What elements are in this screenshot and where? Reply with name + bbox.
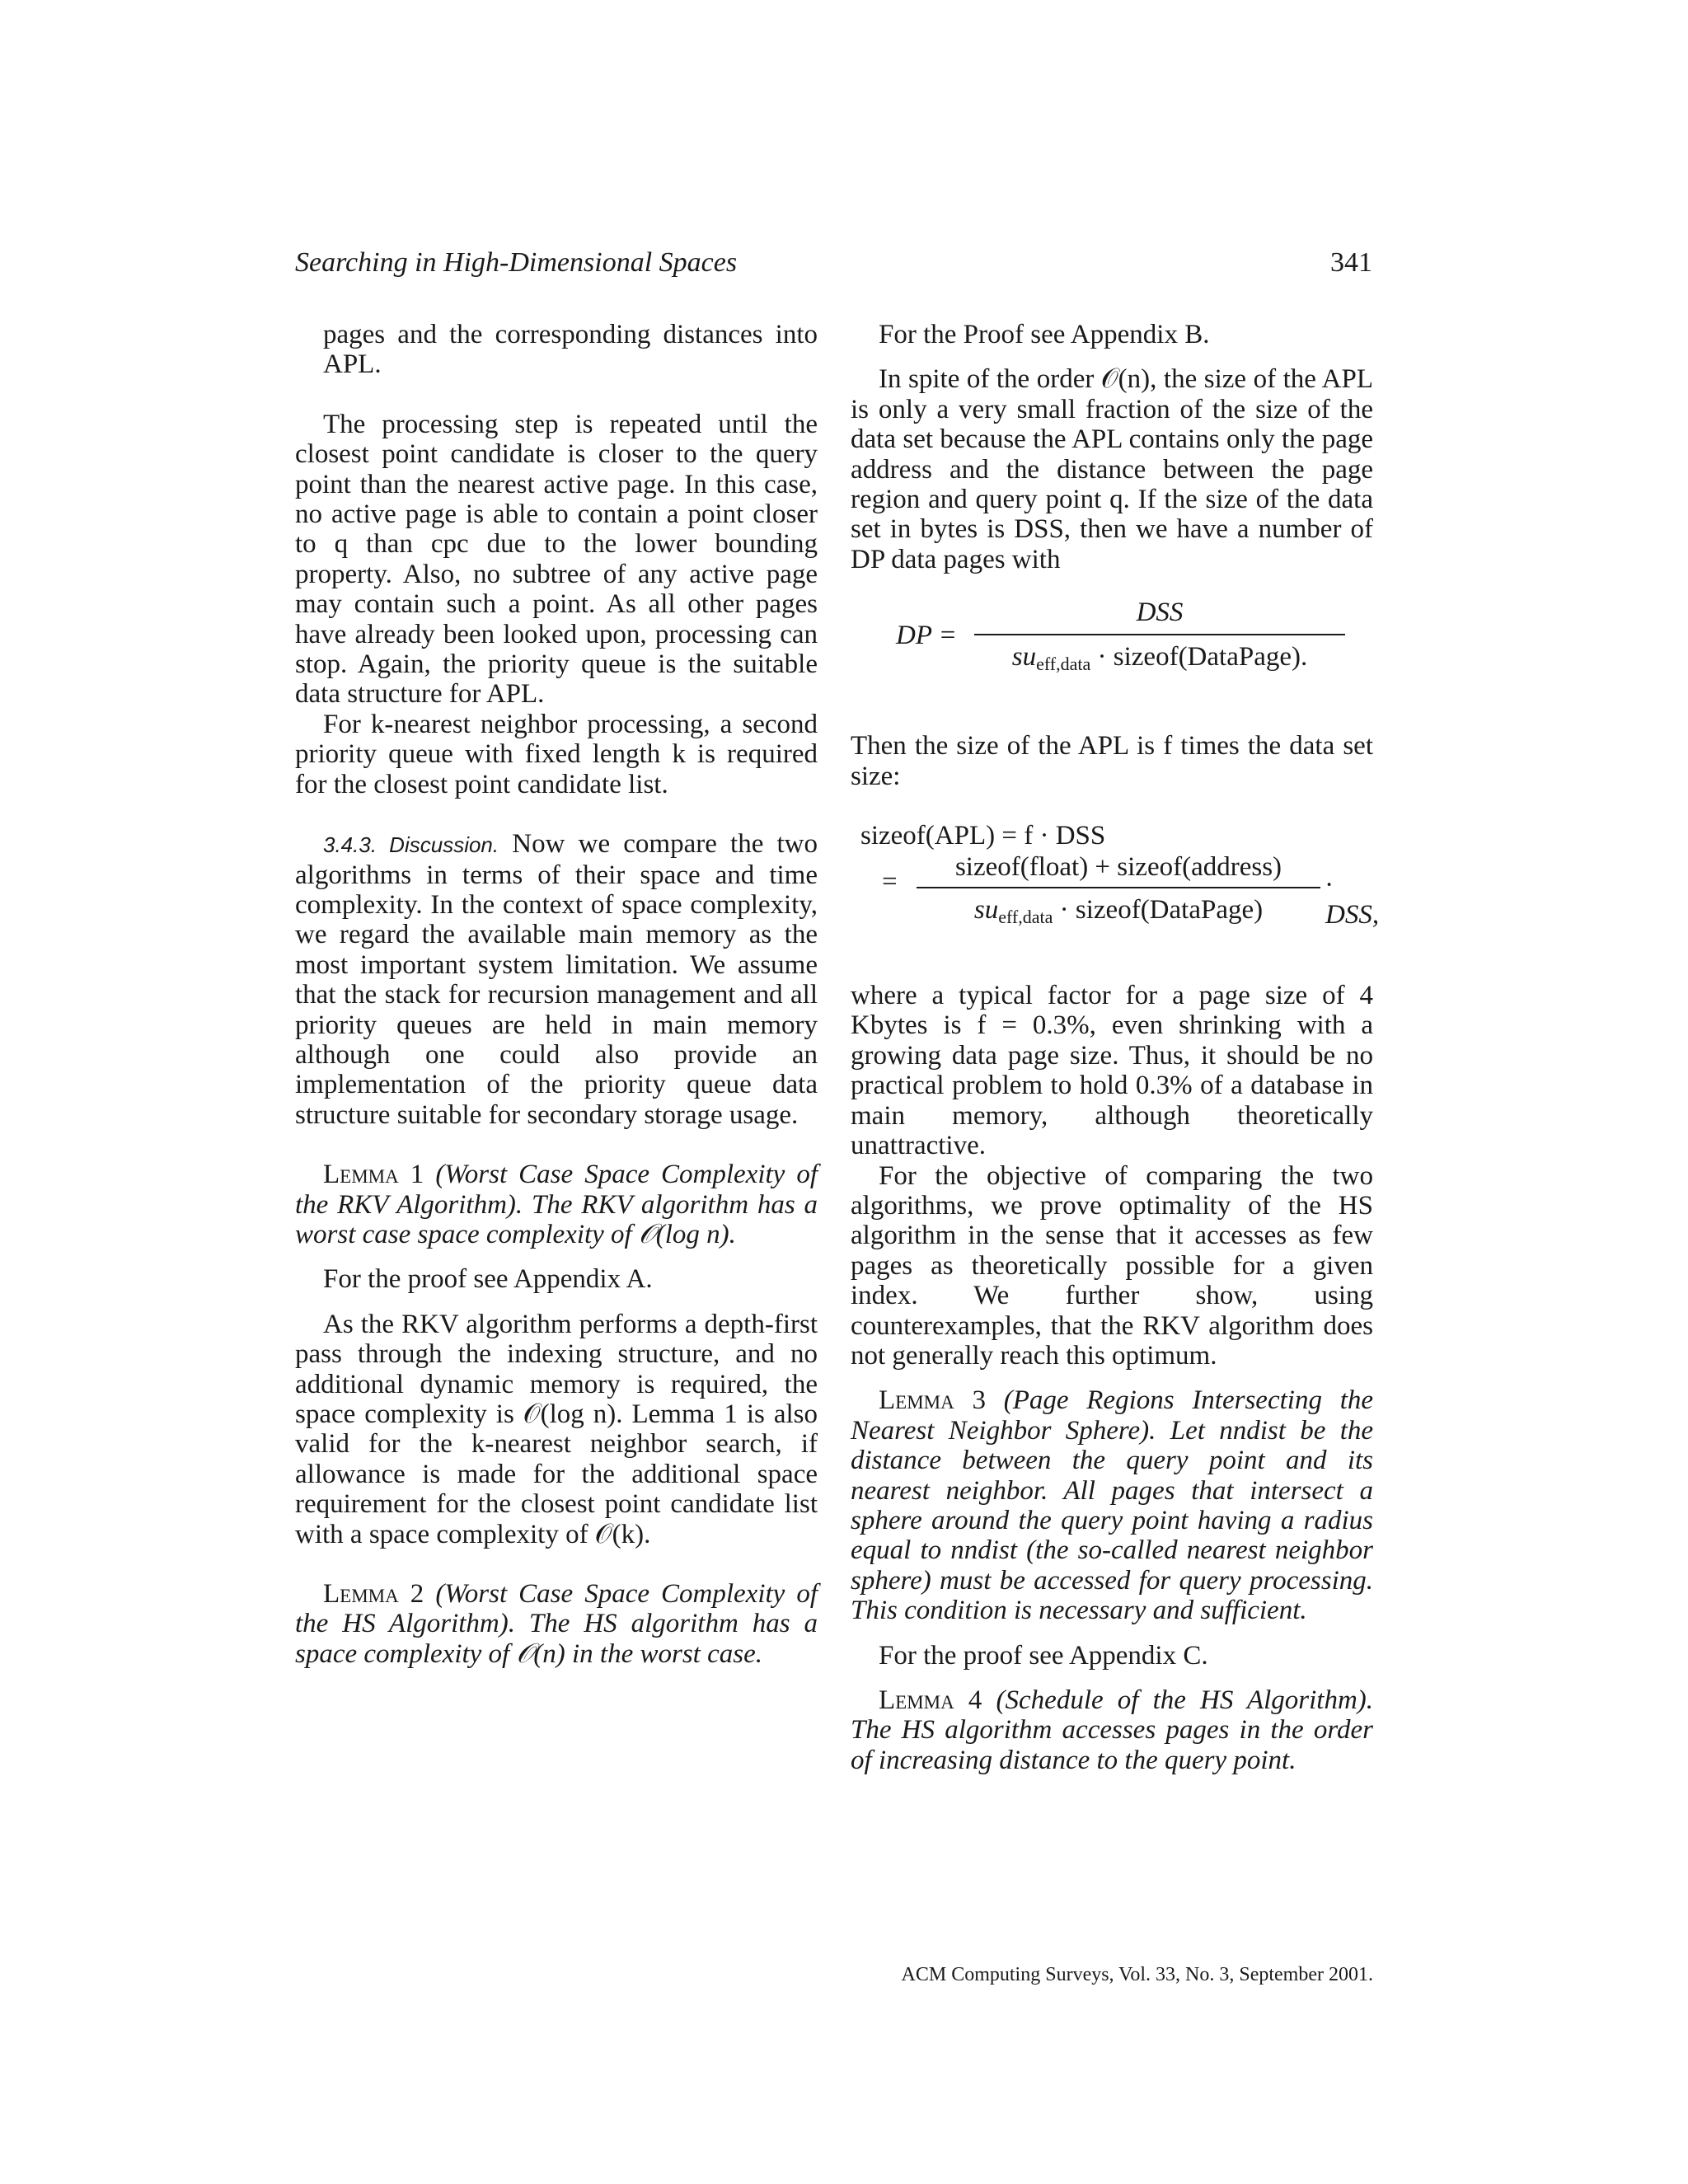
- fraction-bar: [974, 634, 1345, 635]
- lemma-body: The RKV algorithm has a worst case space complexity of 𝒪(log n).: [295, 1189, 818, 1249]
- lemma-3: [851, 1385, 1373, 1625]
- fraction-numerator: DSS: [1136, 598, 1184, 628]
- lemma-label: Lemma 2: [323, 1579, 424, 1610]
- lemma-title: (Worst Case Space Complexity of the HS Algorithm).: [295, 1579, 818, 1639]
- left-column: [295, 320, 818, 1669]
- lemma-label: Lemma 3: [879, 1385, 986, 1416]
- lemma-label: Lemma 4: [879, 1685, 982, 1715]
- lemma-title: (Worst Case Space Complexity of the RKV Algorithm).: [295, 1160, 818, 1220]
- paragraph: In spite of the order 𝒪(n), the size of the APL is only a very small fraction of the size of the data set because the APL contains only the page address and the distance between the page region and query point q. If the size of the data set in bytes is DSS, then we have a number of DP data pages with: [851, 364, 1373, 574]
- lemma-body: The HS algorithm accesses pages in the order of increasing distance to the query point.: [851, 1715, 1373, 1775]
- lemma-body: Let nndist be the distance between the query point and its nearest neighbor. All pages that intersect a sphere around the query point having a radius equal to nndist (the so-called nearest neighbor sphere) must be accessed for query processing. This condition is necessary and sufficient.: [851, 1415, 1374, 1626]
- fraction-numerator: sizeof(float) + sizeof(address): [954, 852, 1282, 883]
- paragraph: As the RKV algorithm performs a depth-first pass through the indexing structure, and no additional dynamic memory is required, the space complexity is 𝒪(log n). Lemma 1 is also valid for the k-nearest neighbor search, if allowance is made for the additional space requirement for the closest point candidate list with a space complexity of 𝒪(k).: [295, 1309, 818, 1549]
- section-heading: 3.4.3. Discussion.: [323, 832, 499, 858]
- paragraph: where a typical factor for a page size of 4 Kbytes is f = 0.3%, even shrinking with a growing data page size. Thus, it should be no practical problem to hold 0.3% of a database in main memory, although theoretically unattractive.: [851, 981, 1373, 1161]
- paragraph: For k-nearest neighbor processing, a second priority queue with fixed length k is required for the closest point candidate list.: [295, 709, 818, 799]
- fraction-denominator: sueff,data · sizeof(DataPage): [973, 895, 1264, 928]
- paragraph: For the proof see Appendix C.: [879, 1640, 1208, 1671]
- paragraph: For the objective of comparing the two algorithms, we prove optimality of the HS algorithm in the sense that it accesses as few pages as theoretically possible for a given index. We further show, using counterexamples, that the RKV algorithm does not generally reach this optimum.: [851, 1160, 1373, 1371]
- lemma-title: (Schedule of the HS Algorithm).: [996, 1685, 1374, 1715]
- equation-tail: · DSS,: [1325, 870, 1380, 930]
- footer-citation: ACM Computing Surveys, Vol. 33, No. 3, September 2001.: [901, 1964, 1373, 1985]
- discussion-paragraph: [295, 829, 818, 1130]
- equation-dp: [851, 598, 1373, 695]
- paragraph: For the proof see Appendix A.: [323, 1264, 653, 1295]
- paragraph: The processing step is repeated until the closest point candidate is closer to the query point than the nearest active page. In this case, no active page is able to contain a point closer to q than cpc due to the lower bounding property. Also, no subtree of any active page may contain such a point. As all other pages have already been looked upon, processing can stop. Again, the priority queue is the suitable data structure for APL.: [295, 409, 818, 710]
- paragraph: pages and the corresponding distances into APL.: [323, 320, 818, 380]
- equation-apl: [851, 821, 1380, 944]
- fraction-bar: [917, 887, 1320, 888]
- lemma-1: [295, 1160, 818, 1249]
- paragraph-text: Now we compare the two algorithms in terms of their space and time complexity. In the context of space complexity, we regard the available main memory as the most important system limitation. We assume that the stack for recursion management and all priority queues are held in main memory although one could also provide an implementation of the priority queue data structure suitable for secondary storage usage.: [295, 829, 818, 1130]
- running-header: Searching in High-Dimensional Spaces: [295, 247, 738, 278]
- lemma-body: The HS algorithm has a space complexity of 𝒪(n) in the worst case.: [295, 1609, 818, 1669]
- equation-line: sizeof(APL) = f · DSS: [860, 821, 1106, 851]
- right-column: [851, 320, 1380, 1775]
- lemma-4: [851, 1685, 1373, 1775]
- fraction-denominator: sueff,data · sizeof(DataPage).: [1011, 642, 1308, 675]
- equation-equals: =: [882, 867, 898, 898]
- equation-lhs: DP =: [896, 621, 957, 651]
- lemma-2: [295, 1579, 818, 1669]
- lemma-label: Lemma 1: [323, 1160, 424, 1190]
- paragraph: Then the size of the APL is f times the data set size:: [851, 731, 1373, 791]
- paragraph: For the Proof see Appendix B.: [879, 320, 1210, 349]
- page-number: 341: [1330, 247, 1372, 278]
- lemma-title: (Page Regions Intersecting the Nearest Neighbor Sphere).: [851, 1385, 1374, 1446]
